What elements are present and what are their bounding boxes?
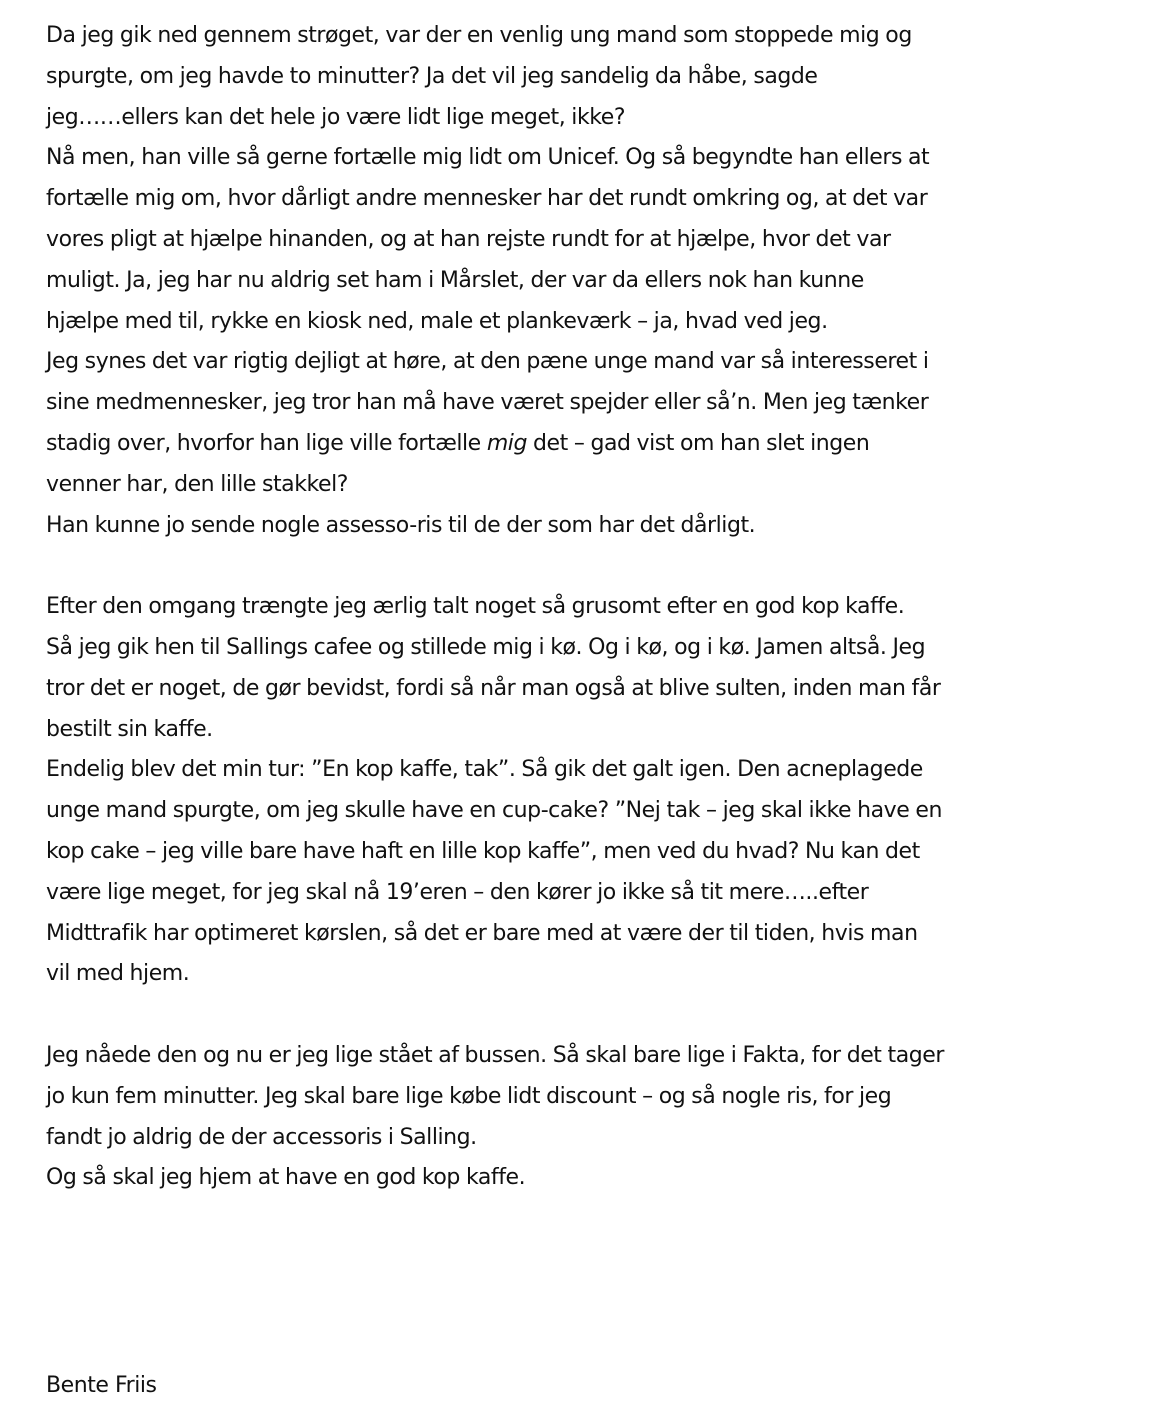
text-line bbox=[46, 302, 1121, 343]
text-line bbox=[46, 261, 1121, 302]
paragraph bbox=[46, 16, 1121, 546]
line-text: det – gad vist om han slet ingen bbox=[526, 430, 870, 456]
line-text: Så jeg gik hen til Sallings cafee og stillede mig i kø. Og i kø, og i kø. Jamen altså. Jeg bbox=[46, 634, 926, 660]
text-line bbox=[46, 914, 1121, 955]
text-line bbox=[46, 832, 1121, 873]
line-text: Midttrafik har optimeret kørslen, så det er bare med at være der til tiden, hvis man bbox=[46, 920, 918, 946]
text-line bbox=[46, 138, 1121, 179]
text-line bbox=[46, 57, 1121, 98]
line-text: venner har, den lille stakkel? bbox=[46, 471, 348, 497]
author-signature: Bente Friis bbox=[46, 1373, 157, 1398]
line-text: bestilt sin kaffe. bbox=[46, 716, 213, 742]
text-line bbox=[46, 710, 1121, 751]
line-text: jeg……ellers kan det hele jo være lidt lige meget, ikke? bbox=[46, 104, 626, 130]
text-line bbox=[46, 179, 1121, 220]
paragraph bbox=[46, 1036, 1121, 1199]
line-text: kop cake – jeg ville bare have haft en lille kop kaffe”, men ved du hvad? Nu kan det bbox=[46, 838, 920, 864]
line-text: fortælle mig om, hvor dårligt andre mennesker har det rundt omkring og, at det var bbox=[46, 186, 928, 212]
line-text: Nå men, han ville så gerne fortælle mig lidt om Unicef. Og så begyndte han ellers at bbox=[46, 145, 930, 171]
line-text: være lige meget, for jeg skal nå 19’eren – den kører jo ikke så tit mere…..efter bbox=[46, 879, 869, 905]
text-line bbox=[46, 424, 1121, 465]
line-text: tror det er noget, de gør bevidst, fordi så når man også at blive sulten, inden man får bbox=[46, 675, 941, 701]
text-line bbox=[46, 98, 1121, 139]
paragraph-gap bbox=[46, 995, 1121, 1036]
text-line bbox=[46, 873, 1121, 914]
line-text: vil med hjem. bbox=[46, 961, 190, 987]
text-line bbox=[46, 1118, 1121, 1159]
text-line bbox=[46, 628, 1121, 669]
emphasized-word: mig bbox=[486, 430, 527, 456]
line-text: Efter den omgang trængte jeg ærlig talt noget så grusomt efter en god kop kaffe. bbox=[46, 594, 905, 620]
text-line bbox=[46, 1077, 1121, 1118]
text-line bbox=[46, 1036, 1121, 1077]
line-text: fandt jo aldrig de der accessoris i Salling. bbox=[46, 1124, 477, 1150]
line-text: unge mand spurgte, om jeg skulle have en cup-cake? ”Nej tak – jeg skal ikke have en bbox=[46, 798, 942, 824]
line-text: jo kun fem minutter. Jeg skal bare lige købe lidt discount – og så nogle ris, for jeg bbox=[46, 1083, 892, 1109]
text-line bbox=[46, 954, 1121, 995]
line-text: muligt. Ja, jeg har nu aldrig set ham i Mårslet, der var da ellers nok han kunne bbox=[46, 267, 864, 293]
line-text: vores pligt at hjælpe hinanden, og at han rejste rundt for at hjælpe, hvor det var bbox=[46, 226, 891, 252]
line-text: Da jeg gik ned gennem strøget, var der en venlig ung mand som stoppede mig og bbox=[46, 23, 912, 48]
paragraph bbox=[46, 587, 1121, 995]
text-line bbox=[46, 16, 1121, 57]
line-text: spurgte, om jeg havde to minutter? Ja det vil jeg sandelig da håbe, sagde bbox=[46, 63, 818, 89]
line-text: Endelig blev det min tur: ”En kop kaffe, tak”. Så gik det galt igen. Den acneplagede bbox=[46, 757, 923, 783]
text-line bbox=[46, 465, 1121, 506]
line-text: Jeg nåede den og nu er jeg lige stået af bussen. Så skal bare lige i Fakta, for det tager bbox=[46, 1042, 944, 1068]
line-text: sine medmennesker, jeg tror han må have været spejder eller så’n. Men jeg tænker bbox=[46, 390, 929, 416]
line-text: Han kunne jo sende nogle assesso-ris til de der som har det dårligt. bbox=[46, 512, 756, 538]
story-text bbox=[46, 16, 1121, 1199]
text-line bbox=[46, 587, 1121, 628]
text-line bbox=[46, 220, 1121, 261]
text-line bbox=[46, 506, 1121, 547]
line-text: Og så skal jeg hjem at have en god kop kaffe. bbox=[46, 1165, 526, 1191]
text-line bbox=[46, 342, 1121, 383]
text-line bbox=[46, 750, 1121, 791]
line-text: stadig over, hvorfor han lige ville fortælle bbox=[46, 430, 487, 456]
text-line bbox=[46, 383, 1121, 424]
text-line bbox=[46, 1158, 1121, 1199]
line-text: Jeg synes det var rigtig dejligt at høre, at den pæne unge mand var så interesseret i bbox=[46, 349, 929, 375]
text-line bbox=[46, 669, 1121, 710]
line-text: hjælpe med til, rykke en kiosk ned, male et plankeværk – ja, hvad ved jeg. bbox=[46, 308, 828, 334]
text-line bbox=[46, 791, 1121, 832]
paragraph-gap bbox=[46, 546, 1121, 587]
